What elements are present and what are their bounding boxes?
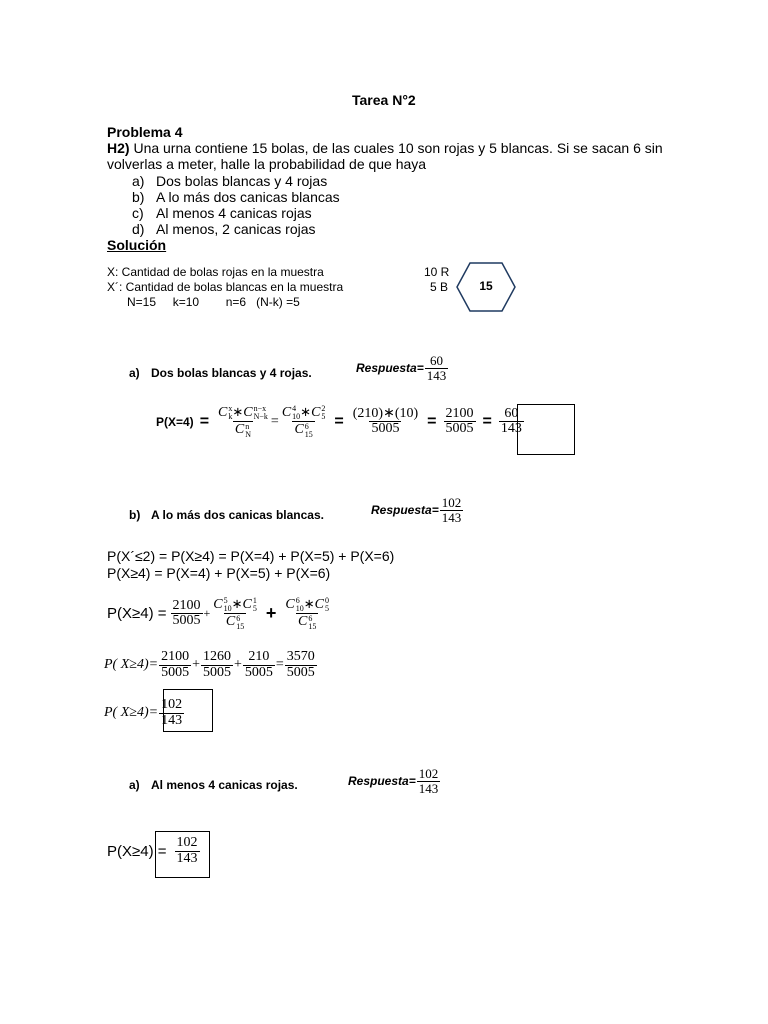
page-title: Tarea N°2 <box>352 92 416 108</box>
part-c-answer <box>348 767 441 795</box>
term1-fraction: $\frac{2100}{5005}$ <box>172 597 201 629</box>
problem-item-a: a) Dos bolas blancas y 4 rojas <box>132 173 328 189</box>
equals-sign: = <box>334 412 344 430</box>
answer-fraction: $\frac{102}{143}$ <box>418 766 439 796</box>
part-a-equation: P(X=4) = C x k ∗ C n−x N−k C n N = C 4 10 ∗ C 2 5 C 6 15 = $\frac{(210)∗(10)}{5005}$ = $\frac{2100}{5005}$ = $\frac{60}{143}$ <box>156 404 522 439</box>
white-count: 5 B <box>430 280 449 294</box>
equals-sign: = <box>482 412 492 430</box>
problem-item-c: c) Al menos 4 canicas rojas <box>132 205 312 221</box>
statement-text-1: Una urna contiene 15 bolas, de las cuales 10 son rojas y 5 blancas. Si se sacan 6 sin <box>129 140 663 156</box>
pxge4-label: P(X≥4) = <box>107 605 167 623</box>
part-b-sum: P( X≥4)= $\frac{2100}{5005}$ + $\frac{1260}{5005}$ + $\frac{210}{5005}$ = $\frac{3570}{5005}$ <box>104 649 315 680</box>
part-b-equation: P(X≥4) = $\frac{2100}{5005}$ + C 5 10 ∗ C 1 5 C 6 15 + C 6 10 ∗ C 0 5 C 6 15 <box>107 596 329 631</box>
answer-fraction: $\frac{60}{143}$ <box>426 353 447 383</box>
part-b-title: A lo más dos canicas blancas. <box>151 508 324 522</box>
part-b-marker: b) <box>129 508 141 522</box>
sum-term-2: $\frac{1260}{5005}$ <box>202 649 231 680</box>
final-fraction: $\frac{102}{143}$ <box>161 697 183 728</box>
part-c-title: Al menos 4 canicas rojas. <box>151 778 298 792</box>
pxeq4-label: P(X=4) <box>156 414 194 429</box>
part-b-answer <box>371 496 464 524</box>
final-result-box <box>163 689 213 732</box>
answer-fraction: $\frac{102}{143}$ <box>441 495 462 525</box>
answer-label: Respuesta= <box>348 774 416 789</box>
part-a-marker: a) <box>129 366 140 380</box>
hypergeometric-formula: C x k ∗ C n−x N−k C n N <box>218 404 268 439</box>
part-a-answer <box>356 354 449 382</box>
part-a-title: Dos bolas blancas y 4 rojas. <box>151 366 312 380</box>
combination-values: C 4 10 ∗ C 2 5 C 6 15 <box>281 404 326 439</box>
final-lhs: P( X≥4)= <box>104 705 159 721</box>
sum-term-1: $\frac{2100}{5005}$ <box>161 649 190 680</box>
problem-statement-line2: volverlas a meter, halle la probabilidad de que haya <box>107 156 427 172</box>
answer-label: Respuesta= <box>371 503 439 518</box>
definition-x: X: Cantidad de bolas rojas en la muestra <box>107 265 324 279</box>
sum-result: $\frac{3570}{5005}$ <box>286 649 315 680</box>
part-c-marker: a) <box>129 778 140 792</box>
equals-sign: = <box>427 412 437 430</box>
solution-heading: Solución <box>107 237 167 253</box>
equals-sign: = <box>199 412 210 430</box>
part-c-result-box <box>155 831 210 878</box>
sum-lhs: P( X≥4)= <box>104 657 159 673</box>
problem-code: H2) <box>107 140 130 156</box>
total-count: 15 <box>479 279 493 293</box>
answer-label: Respuesta= <box>356 361 424 376</box>
combination-term3: C 6 10 ∗ C 0 5 C 6 15 <box>285 596 329 631</box>
pxge4-label: P(X≥4) = <box>107 842 167 860</box>
part-b-line2: P(X≥4) = P(X=4) + P(X=5) + P(X=6) <box>107 565 331 581</box>
sum-term-3: $\frac{210}{5005}$ <box>244 649 273 680</box>
result-fraction: $\frac{102}{143}$ <box>176 835 198 866</box>
product-fraction: $\frac{(210)∗(10)}{5005}$ <box>352 405 419 437</box>
result-box <box>517 404 575 455</box>
problem-item-d: d) Al menos, 2 canicas rojas <box>132 221 316 237</box>
definition-x-prime: X´: Cantidad de bolas blancas en la muestra <box>107 280 344 294</box>
red-count: 10 R <box>424 265 450 279</box>
total-hexagon <box>455 262 517 312</box>
problem-heading: Problema 4 <box>107 124 183 140</box>
combination-term2: C 5 10 ∗ C 1 5 C 6 15 <box>213 596 257 631</box>
part-b-line1: P(X´≤2) = P(X≥4) = P(X=4) + P(X=5) + P(X=6) <box>107 548 395 564</box>
value-fraction: $\frac{2100}{5005}$ <box>445 405 474 437</box>
problem-item-b: b) A lo más dos canicas blancas <box>132 189 340 205</box>
problem-statement-line1 <box>107 140 663 156</box>
result-fraction: $\frac{60}{143}$ <box>500 405 522 437</box>
parameters: N=15 k=10 n=6 (N-k) =5 <box>127 295 300 309</box>
